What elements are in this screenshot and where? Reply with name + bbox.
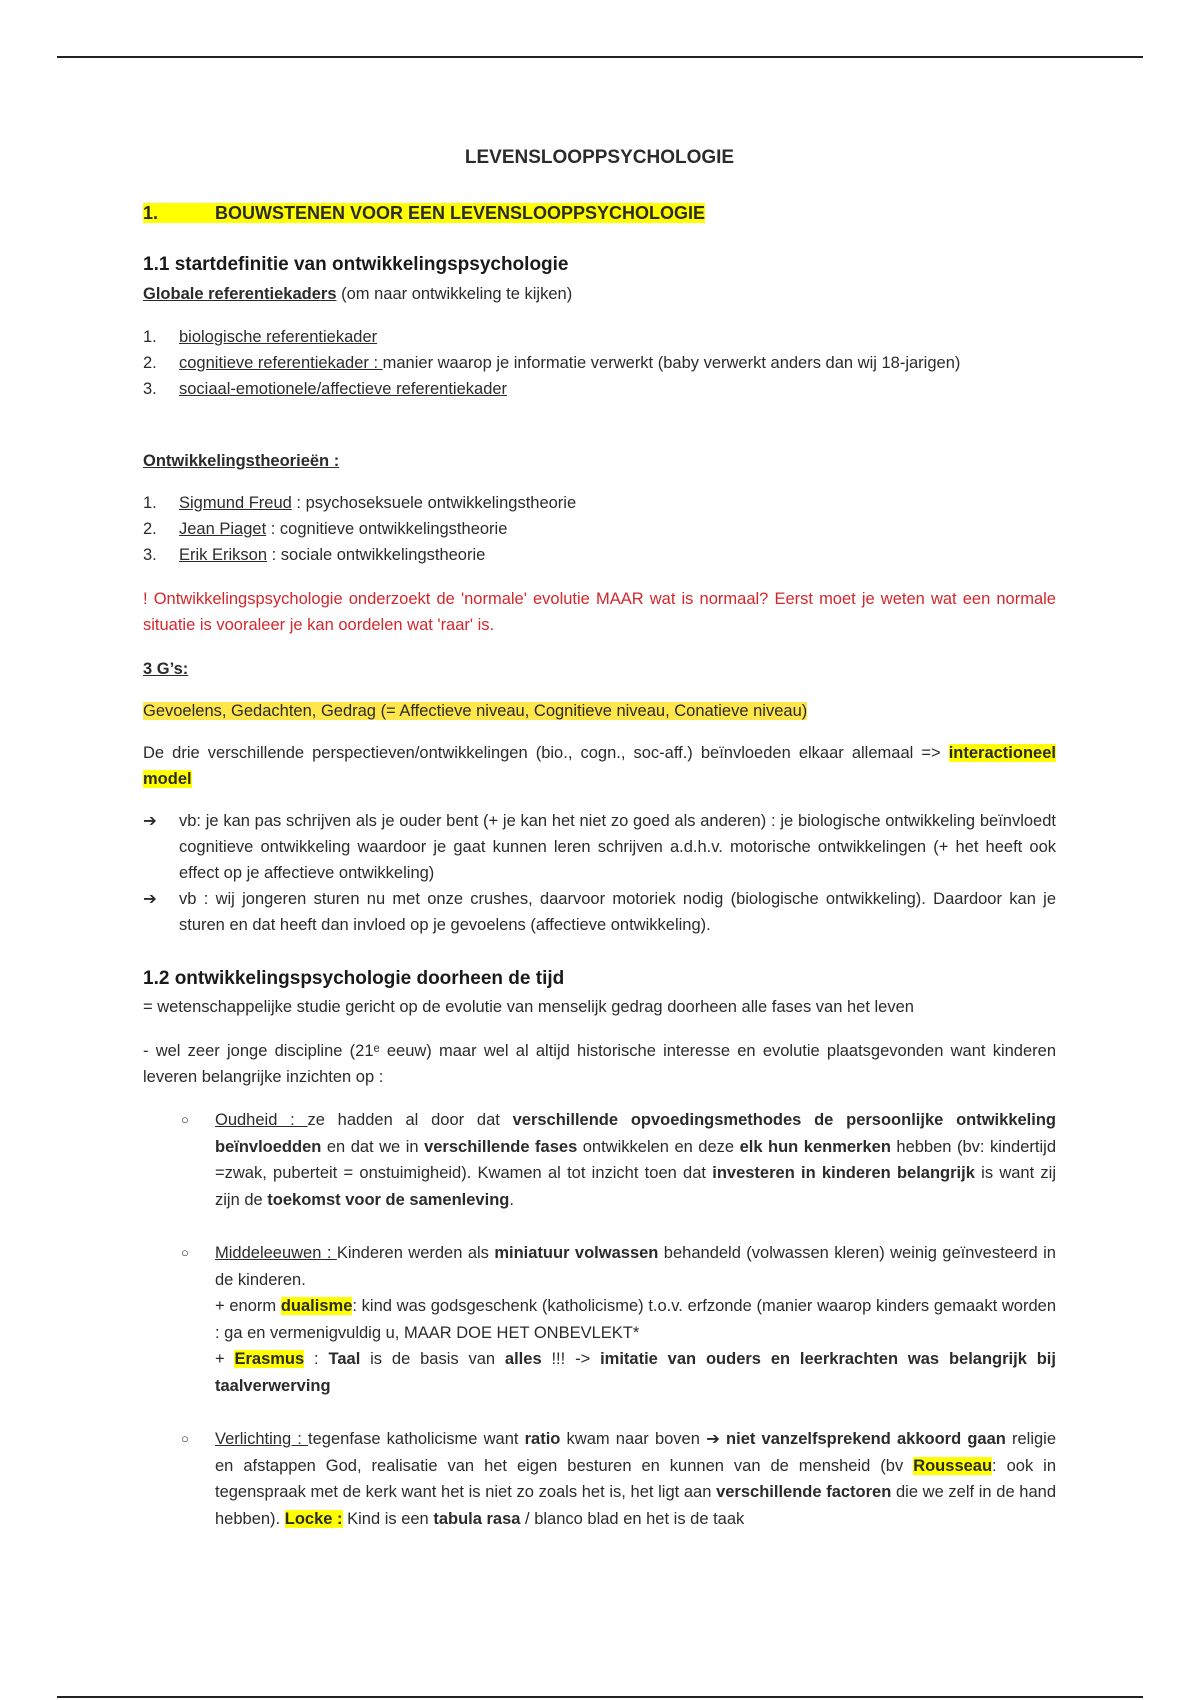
period-bold: Taal: [328, 1350, 361, 1368]
three-g-label: 3 G’s:: [143, 660, 189, 678]
theories-label: Ontwikkelingstheorieën :: [143, 452, 340, 470]
theories-list: [143, 490, 1056, 568]
list-item-label: cognitieve referentiekader :: [179, 354, 383, 372]
list-number: 2.: [143, 520, 157, 538]
frameworks-intro: [143, 281, 1056, 307]
interaction-text: De drie verschillende perspectieven/ontwikkelingen (bio., cogn., soc-aff.) beïnvloeden elkaar allemaal =>: [143, 744, 949, 762]
definition-line: = wetenschappelijke studie gericht op de evolutie van menselijk gedrag doorheen alle fases van het leven: [143, 998, 914, 1016]
frameworks-list: [143, 324, 1056, 402]
period-text: hebben (bv: kindertijd =zwak, puberteit = onstuimigheid). Kwamen al tot inzicht toen dat: [215, 1137, 1056, 1182]
arrow-right-icon: ➔: [143, 812, 157, 830]
period-bold: ratio: [524, 1430, 561, 1448]
list-item: [143, 324, 1056, 350]
period-label: Oudheid :: [215, 1111, 308, 1129]
interaction-model-term: interactioneel model: [143, 744, 1056, 788]
separator: :: [291, 494, 306, 512]
period-label: Verlichting :: [215, 1430, 309, 1448]
section-1-title: BOUWSTENEN VOOR EEN LEVENSLOOPPSYCHOLOGIE: [215, 203, 706, 223]
circle-bullet-icon: ○: [181, 1112, 189, 1127]
period-text: !!! ->: [541, 1350, 601, 1368]
period-text: is want zij zijn de: [215, 1164, 1056, 1209]
list-item: [143, 542, 1056, 568]
period-text: kwam naar boven: [560, 1430, 707, 1448]
warning-note: ! Ontwikkelingspsychologie onderzoekt de 'normale' evolutie MAAR wat is normaal? Eerst moet je weten wat een normale situatie is vooraleer je kan oordelen wat 'raar' is.: [143, 590, 1056, 634]
period-highlight: Rousseau: [913, 1456, 993, 1475]
period-text: tegenfase katholicisme want: [308, 1430, 525, 1448]
document-title: LEVENSLOOPPSYCHOLOGIE: [464, 147, 735, 168]
theorist-name: Jean Piaget: [179, 520, 267, 538]
list-number: 3.: [143, 380, 157, 398]
circle-bullet-icon: ○: [181, 1431, 189, 1446]
arrow-right-icon: ➔: [706, 1430, 720, 1448]
list-number: 1.: [143, 328, 157, 346]
section-1-number: 1.: [143, 203, 159, 223]
section-1-heading: [143, 200, 1056, 226]
list-item-label: biologische referentiekader: [179, 328, 378, 346]
period-bold: verschillende factoren: [716, 1483, 892, 1501]
frameworks-label: Globale referentiekaders: [143, 285, 337, 303]
period-bold: tabula rasa: [433, 1509, 521, 1528]
period-text: .: [509, 1190, 514, 1209]
footer-rule: [57, 1696, 1143, 1698]
separator: :: [267, 546, 281, 564]
list-item: [143, 350, 1056, 376]
list-item: [143, 1240, 1056, 1399]
circle-bullet-icon: ○: [181, 1245, 189, 1260]
list-item-label: sociaal-emotionele/affectieve referentiekader: [179, 380, 508, 398]
subsection-1-1-heading: 1.1 startdefinitie van ontwikkelingspsychologie: [143, 254, 569, 275]
list-item: [143, 376, 1056, 402]
subsection-1-2-heading: 1.2 ontwikkelingspsychologie doorheen de tijd: [143, 968, 565, 989]
period-highlight: Erasmus: [234, 1350, 305, 1368]
period-label: Middeleeuwen :: [215, 1244, 337, 1262]
frameworks-note: (om naar ontwikkeling te kijken): [336, 285, 573, 303]
theory-desc: sociale ontwikkelingstheorie: [280, 546, 486, 564]
theory-desc: cognitieve ontwikkelingstheorie: [279, 520, 508, 538]
period-text: : kind was godsgeschenk (katholicisme) t.o.v. erfzonde (manier waarop kinders gemaakt worden : ga en vermenigvuldig u, MAAR DOE HET ONBEVLEKT*: [215, 1297, 1056, 1342]
theorist-name: Erik Erikson: [179, 546, 268, 564]
theorist-name: Sigmund Freud: [179, 494, 292, 512]
period-bold: toekomst voor de samenleving: [267, 1190, 510, 1209]
list-item-desc: manier waarop je informatie verwerkt (baby verwerkt anders dan wij 18-jarigen): [382, 354, 961, 372]
examples-list: [143, 808, 1056, 938]
three-g-highlight: Gevoelens, Gedachten, Gedrag (= Affectieve niveau, Cognitieve niveau, Conatieve niveau): [143, 702, 808, 720]
list-number: 2.: [143, 354, 157, 372]
three-g-text: [143, 698, 1056, 724]
example-text: vb: je kan pas schrijven als je ouder bent (+ je kan het niet zo goed als anderen) : je biologische ontwikkeling beïnvloedt cognitieve ontwikkeling waardoor je gaat kunnen leren schrijven a.d.h.v. motorische ontwikkelingen (+ het heeft ook effect op je affectieve ontwikkeling): [179, 812, 1056, 882]
list-item: [143, 808, 1056, 886]
periods-list: [143, 1107, 1056, 1532]
period-text: + enorm: [215, 1297, 281, 1315]
list-item: [143, 1426, 1056, 1532]
period-text: :: [304, 1350, 329, 1368]
period-text: religie en afstappen God, realisatie van het eigen besturen en kunnen van de mensheid (bv: [215, 1430, 1057, 1475]
period-text: / blanco blad en het is de taak: [520, 1509, 745, 1528]
period-bold: imitatie van ouders en leerkrachten was belangrijk bij taalverwerving: [215, 1350, 1056, 1395]
period-text: ze hadden al door dat: [307, 1111, 513, 1129]
period-bold: verschillende fases: [424, 1137, 578, 1156]
period-bold: investeren in kinderen belangrijk: [712, 1164, 975, 1182]
period-bold: niet vanzelfsprekend akkoord gaan: [719, 1430, 1006, 1448]
separator: :: [266, 520, 280, 538]
period-text: is de basis van: [360, 1350, 505, 1368]
list-item: [143, 516, 1056, 542]
period-text: die we zelf in de hand hebben).: [215, 1483, 1056, 1528]
period-highlight: Locke :: [284, 1509, 343, 1528]
header-rule: [57, 56, 1143, 58]
period-text: +: [215, 1350, 235, 1368]
period-bold: elk hun kenmerken: [739, 1137, 891, 1156]
interaction-paragraph: [143, 740, 1056, 792]
period-highlight: dualisme: [280, 1297, 353, 1315]
period-text: : ook in tegenspraak met de kerk want het is niet zo zoals het is, het ligt aan: [215, 1456, 1057, 1501]
arrow-right-icon: ➔: [143, 890, 157, 908]
list-item: [143, 1107, 1056, 1213]
example-text: vb : wij jongeren sturen nu met onze crushes, daarvoor motoriek nodig (biologische ontwikkeling). Daardoor kan je sturen en dat heeft dan invloed op je gevoelens (affectieve ontwikkeling).: [179, 890, 1056, 934]
list-number: 1.: [143, 494, 157, 512]
period-text: Kind is een: [342, 1509, 434, 1528]
discipline-intro: - wel zeer jonge discipline (21ᵉ eeuw) maar wel al altijd historische interesse en evolutie plaatsgevonden want kinderen leveren belangrijke inzichten op :: [143, 1042, 1056, 1086]
list-item: [143, 490, 1056, 516]
period-bold: alles: [504, 1350, 542, 1368]
period-bold: verschillende opvoedingsmethodes de persoonlijke ontwikkeling beïnvloedden: [215, 1111, 1057, 1156]
period-text: en dat we in: [321, 1137, 425, 1156]
period-text: ontwikkelen en deze: [577, 1137, 740, 1156]
period-text: behandeld (volwassen kleren) weinig geïnvesteerd in de kinderen.: [215, 1244, 1056, 1289]
period-bold: miniatuur volwassen: [494, 1244, 659, 1262]
list-number: 3.: [143, 546, 157, 564]
period-text: Kinderen werden als: [336, 1244, 495, 1262]
list-item: [143, 886, 1056, 938]
theory-desc: psychoseksuele ontwikkelingstheorie: [305, 494, 577, 512]
